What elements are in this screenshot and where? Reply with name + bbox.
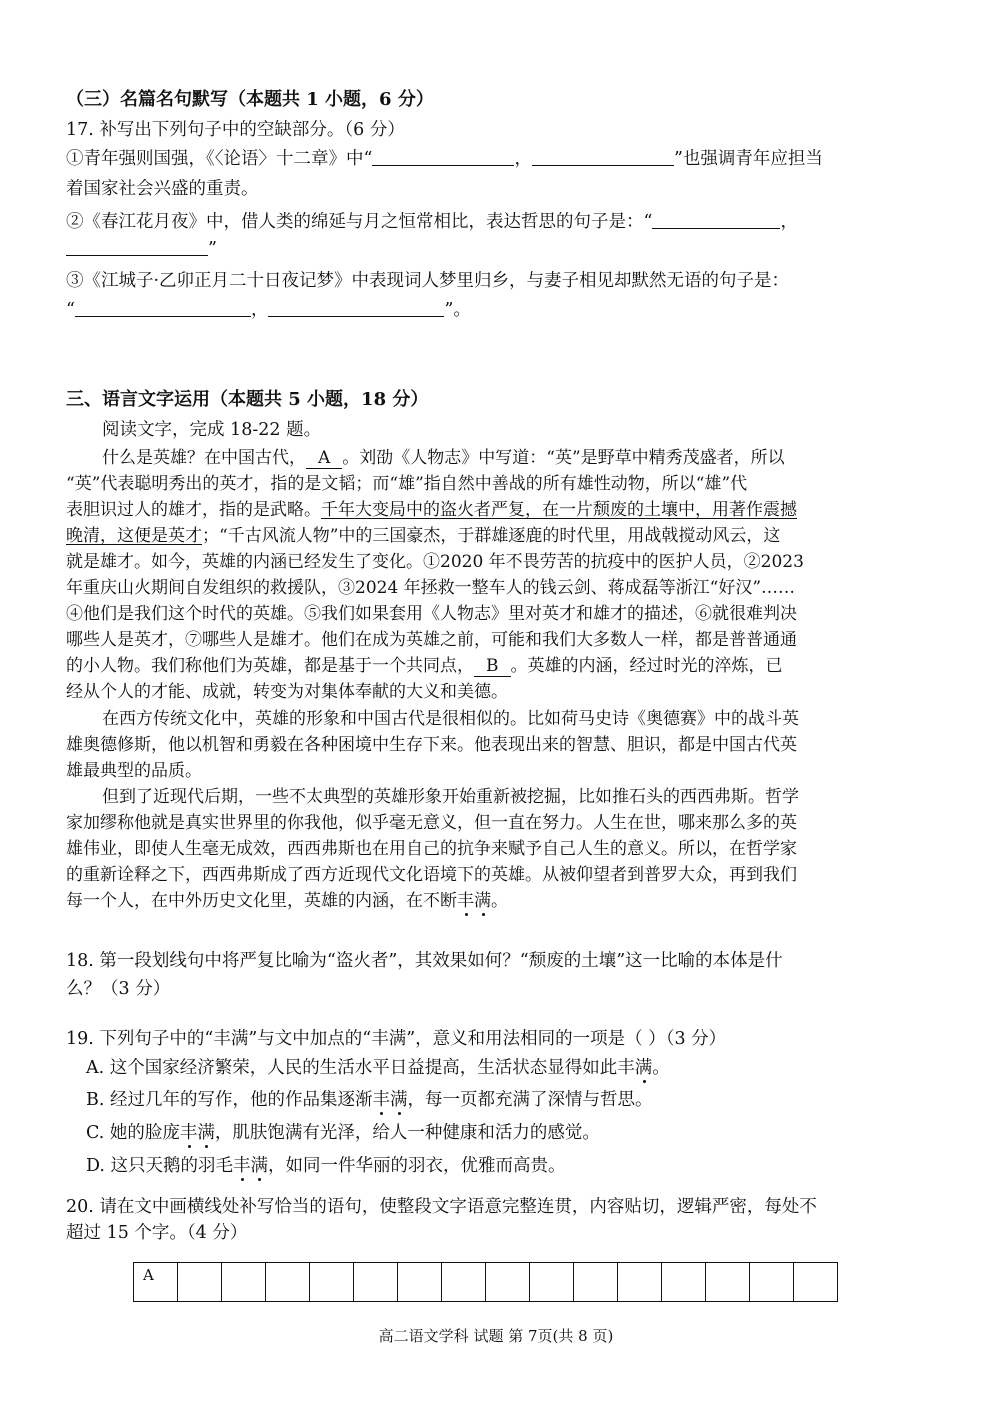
answer-grid-cell[interactable] bbox=[662, 1263, 706, 1302]
question-17-item-2-cont: ” bbox=[66, 236, 928, 262]
option-b[interactable]: B. 经过几年的写作，他的作品集逐渐丰满，每一页都充满了深情与哲思。 bbox=[86, 1090, 653, 1110]
answer-grid-cell[interactable] bbox=[618, 1263, 662, 1302]
passage-line: 哪些人是英才，⑦哪些人是雄才。他们在成为英雄之前，可能和我们大多数人一样，都是普普通通 bbox=[66, 630, 797, 650]
answer-grid-cell[interactable] bbox=[750, 1263, 794, 1302]
answer-blank[interactable] bbox=[66, 237, 208, 256]
answer-grid-cell[interactable] bbox=[574, 1263, 618, 1302]
passage-line: 经从个人的才能、成就，转变为对集体奉献的大义和美德。 bbox=[66, 682, 508, 702]
dotted-char: 满 bbox=[197, 1123, 215, 1143]
section-title: 三、语言文字运用（本题共 5 小题，18 分） bbox=[66, 389, 429, 410]
passage-line: ④他们是我们这个时代的英雄。⑤我们如果套用《人物志》里对英才和雄才的描述，⑥就很难判决 bbox=[66, 604, 797, 624]
question-18-cont: 么？（3 分） bbox=[66, 979, 171, 999]
question-17-item-1: ①青年强则国强，《〈论语〉十二章》中“ ， ”也强调青年应担当 bbox=[66, 149, 823, 169]
blank-label-b: B bbox=[474, 656, 511, 677]
dotted-char: 丰 bbox=[457, 891, 474, 911]
answer-grid-cell[interactable] bbox=[706, 1263, 750, 1302]
passage-line: 就是雄才。如今，英雄的内涵已经发生了变化。①2020 年不畏劳苦的抗疫中的医护人员，②2023 bbox=[66, 552, 804, 572]
passage-line: 在西方传统文化中，英雄的形象和中国古代是很相似的。比如荷马史诗《奥德赛》中的战斗英 bbox=[102, 709, 799, 729]
blank-label-a: A bbox=[306, 448, 342, 469]
answer-grid-cell[interactable] bbox=[266, 1263, 310, 1302]
passage-line: 年重庆山火期间自发组织的救援队，③2024 年拯救一整车人的钱云剑、蒋成磊等浙江“好汉”…… bbox=[66, 578, 796, 598]
passage-line: 雄最典型的品质。 bbox=[66, 761, 202, 781]
question-20-cont: 超过 15 个字。（4 分） bbox=[66, 1223, 248, 1243]
question-20: 20. 请在文中画横线处补写恰当的语句，使整段文字语意完整连贯，内容贴切，逻辑严密，每处不 bbox=[66, 1197, 817, 1217]
passage-line: “英”代表聪明秀出的英才，指的是文韬；而“雄”指自然中善战的所有雄性动物，所以“雄”代 bbox=[66, 474, 748, 494]
passage-line: 晚清，这便是英才；“千古风流人物”中的三国豪杰，于群雄逐鹿的时代里，用战戟搅动风云，这 bbox=[66, 526, 781, 546]
question-18: 18. 第一段划线句中将严复比喻为“盗火者”，其效果如何？“颓废的土壤”这一比喻的本体是什 bbox=[66, 951, 783, 971]
passage-line: 的小人物。我们称他们为英雄，都是基于一个共同点， B 。英雄的内涵，经过时光的淬炼，已 bbox=[66, 656, 783, 676]
question-17-item-3: ③《江城子·乙卯正月二十日夜记梦》中表现词人梦里归乡，与妻子相见却默然无语的句子是： bbox=[66, 271, 790, 291]
answer-grid-cell[interactable] bbox=[222, 1263, 266, 1302]
option-a[interactable]: A. 这个国家经济繁荣，人民的生活水平日益提高，生活状态显得如此丰满。 bbox=[86, 1058, 670, 1078]
question-19-stem: 19. 下列句子中的“丰满”与文中加点的“丰满”，意义和用法相同的一项是（ ）（3 分） bbox=[66, 1029, 727, 1049]
answer-grid bbox=[133, 1262, 838, 1302]
grid-label: A bbox=[143, 1266, 154, 1284]
passage-line: 但到了近现代后期，一些不太典型的英雄形象开始重新被挖掘，比如推石头的西西弗斯。哲学 bbox=[102, 787, 799, 807]
answer-blank[interactable] bbox=[652, 210, 780, 229]
answer-blank[interactable] bbox=[372, 147, 514, 166]
dotted-char: 满 bbox=[250, 1156, 269, 1176]
answer-grid-cell[interactable] bbox=[310, 1263, 354, 1302]
dotted-char: 满 bbox=[634, 1058, 653, 1078]
answer-grid-cell[interactable] bbox=[354, 1263, 398, 1302]
answer-blank[interactable] bbox=[268, 298, 444, 317]
underlined-sentence: 晚清，这便是英才 bbox=[66, 526, 202, 546]
dotted-char: 丰 bbox=[233, 1156, 251, 1176]
answer-grid-cell[interactable] bbox=[530, 1263, 574, 1302]
passage-line: 表胆识过人的雄才，指的是武略。千年大变局中的盗火者严复，在一片颓废的土壤中，用著作震撼 bbox=[66, 500, 797, 520]
answer-grid-cell[interactable] bbox=[134, 1263, 178, 1302]
answer-grid-cell[interactable] bbox=[398, 1263, 442, 1302]
option-c[interactable]: C. 她的脸庞丰满，肌肤饱满有光泽，给人一种健康和活力的感觉。 bbox=[86, 1123, 600, 1143]
option-d[interactable]: D. 这只天鹅的羽毛丰满，如同一件华丽的羽衣，优雅而高贵。 bbox=[86, 1156, 566, 1176]
question-17-item-2: ②《春江花月夜》中，借人类的绵延与月之恒常相比，表达哲思的句子是：“ ， bbox=[66, 212, 798, 232]
passage-line: 的重新诠释之下，西西弗斯成了西方近现代文化语境下的英雄。从被仰望者到普罗大众，再到我们 bbox=[66, 865, 797, 885]
answer-grid-cell[interactable] bbox=[178, 1263, 222, 1302]
passage-line: 家加缪称他就是真实世界里的你我他，似乎毫无意义，但一直在努力。人生在世，哪来那么多的英 bbox=[66, 813, 797, 833]
dotted-char: 满 bbox=[474, 891, 491, 911]
reading-intro: 阅读文字，完成 18-22 题。 bbox=[102, 420, 322, 440]
page-footer: 高二语文学科 试题 第 7页(共 8 页) bbox=[378, 1327, 614, 1345]
passage-line: 什么是英雄？在中国古代， A 。刘劭《人物志》中写道：“英”是野草中精秀茂盛者，所以 bbox=[102, 448, 785, 468]
answer-grid-row bbox=[134, 1263, 838, 1302]
dotted-char: 满 bbox=[390, 1090, 408, 1110]
answer-blank[interactable] bbox=[532, 147, 674, 166]
question-17-stem: 17. 补写出下列句子中的空缺部分。（6 分） bbox=[66, 120, 405, 140]
passage-line: 雄奥德修斯，他以机智和勇毅在各种困境中生存下来。他表现出来的智慧、胆识，都是中国古代英 bbox=[66, 735, 797, 755]
question-17-item-1-cont: 着国家社会兴盛的重责。 bbox=[66, 179, 259, 199]
question-17-item-3-cont: “ ， ”。 bbox=[66, 300, 471, 320]
underlined-sentence: 千年大变局中的盗火者严复，在一片颓废的土壤中，用著作震撼 bbox=[321, 500, 797, 520]
subsection-title: （三）名篇名句默写（本题共 1 小题，6 分） bbox=[66, 89, 434, 110]
answer-blank[interactable] bbox=[75, 298, 251, 317]
passage-line: 雄伟业，即使人生毫无成效，西西弗斯也在用自己的抗争来赋予自己人生的意义。所以，在哲学家 bbox=[66, 839, 797, 859]
answer-grid-cell[interactable] bbox=[486, 1263, 530, 1302]
passage-line: 每一个人，在中外历史文化里，英雄的内涵，在不断丰满。 bbox=[66, 891, 508, 911]
dotted-char: 丰 bbox=[372, 1090, 390, 1110]
dotted-char: 丰 bbox=[179, 1123, 198, 1143]
answer-grid-cell[interactable] bbox=[794, 1263, 838, 1302]
answer-grid-cell[interactable] bbox=[442, 1263, 486, 1302]
